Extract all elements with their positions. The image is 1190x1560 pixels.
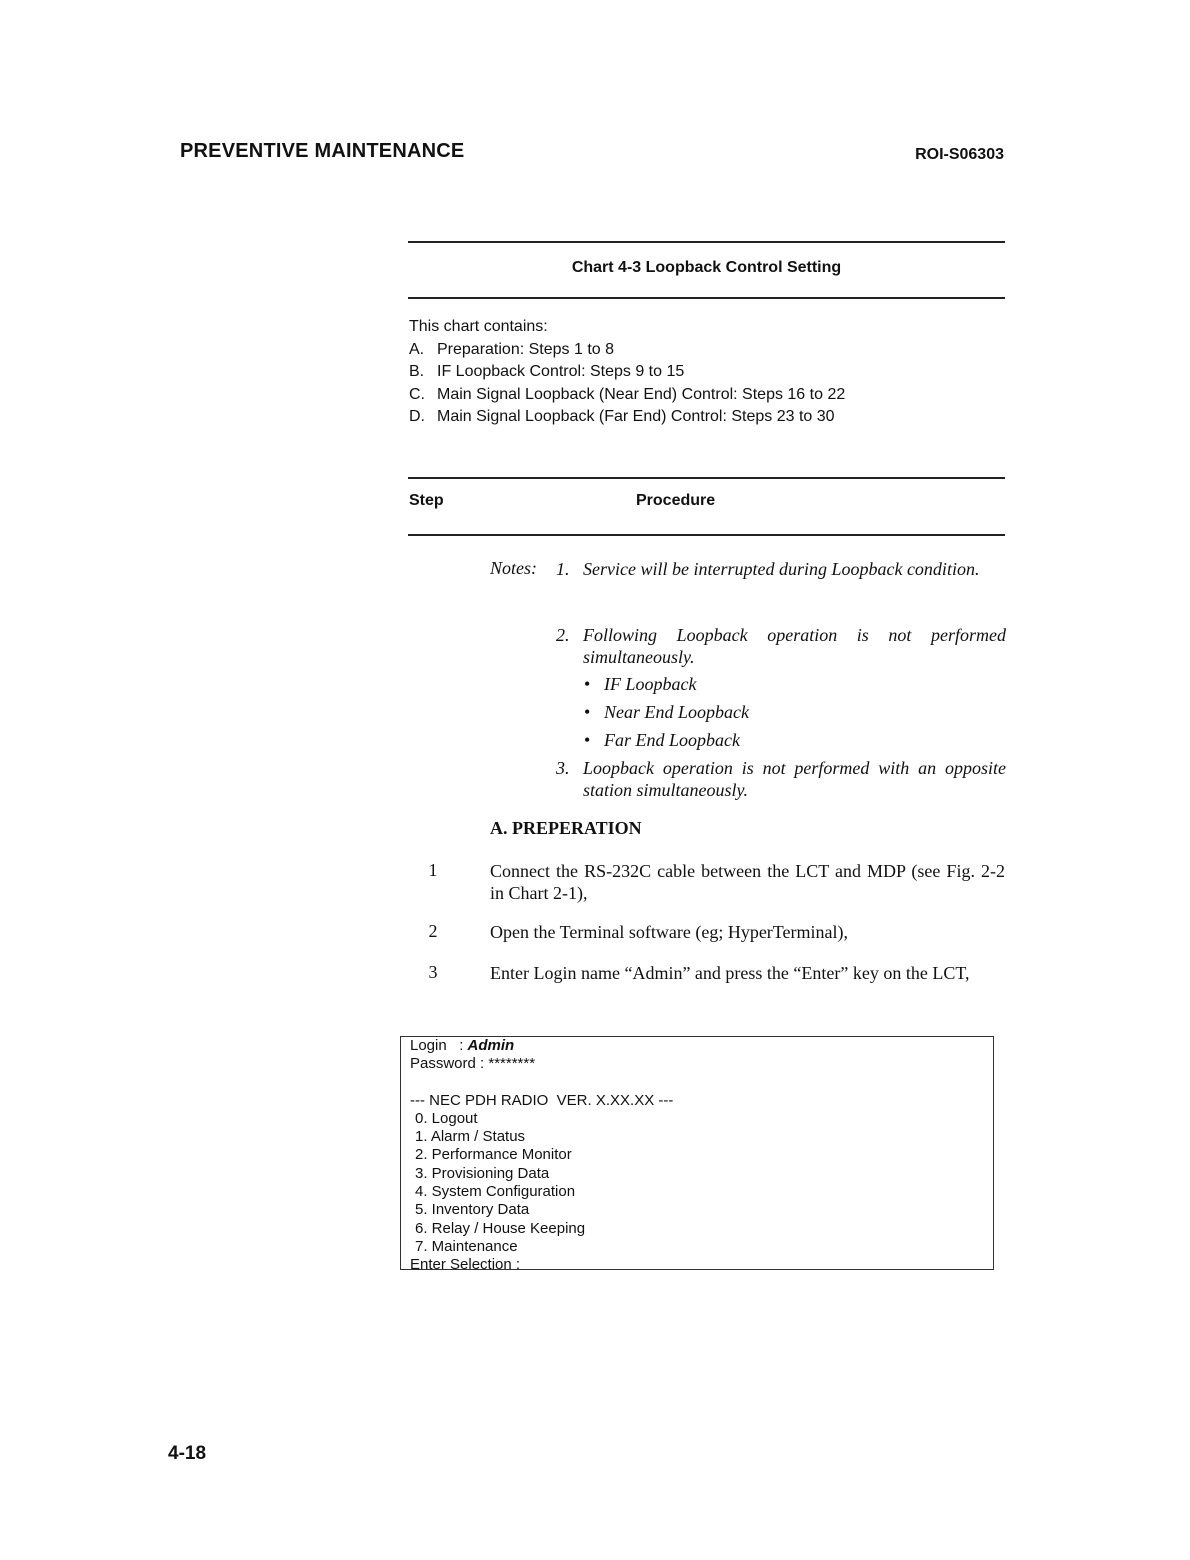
- menu-item: 3. Provisioning Data: [415, 1164, 550, 1182]
- note-bullet: [584, 673, 696, 695]
- bullet-text: IF Loopback: [604, 674, 697, 694]
- contents-item: [409, 361, 845, 384]
- table-rule-top: [408, 477, 1005, 479]
- contents-letter: D.: [409, 408, 425, 425]
- table-rule-bottom: [408, 534, 1005, 536]
- contents-text: Main Signal Loopback (Near End) Control: Steps 16 to 22: [437, 385, 846, 403]
- bullet-glyph: •: [584, 674, 591, 694]
- chart-contents: [409, 316, 845, 429]
- notes-label: Notes:: [490, 558, 537, 578]
- section-header: PREVENTIVE MAINTENANCE: [180, 140, 465, 162]
- menu-item: 7. Maintenance: [415, 1237, 518, 1255]
- menu-item: 0. Logout: [415, 1109, 478, 1127]
- menu-item: 4. System Configuration: [415, 1183, 576, 1201]
- note-text: Service will be interrupted during Loopback condition.: [583, 559, 980, 579]
- title-rule-top: [408, 241, 1005, 243]
- procedure-column-header: Procedure: [636, 492, 716, 509]
- menu-item: 1. Alarm / Status: [415, 1128, 526, 1146]
- contents-letter: C.: [409, 385, 425, 403]
- bullet-glyph: •: [584, 702, 591, 722]
- note-3: [556, 757, 1006, 801]
- contents-intro: This chart contains:: [409, 318, 548, 335]
- step-text: Enter Login name “Admin” and press the “Enter” key on the LCT,: [490, 963, 970, 983]
- note-number: 3.: [556, 758, 570, 778]
- login-value: Admin: [467, 1037, 515, 1054]
- menu-item: 2. Performance Monitor: [415, 1146, 572, 1164]
- step-text: Connect the RS-232C cable between the LCT and MDP (see Fig. 2-2 in Chart 2-1),: [490, 861, 1005, 903]
- contents-text: Main Signal Loopback (Far End) Control: Steps 23 to 30: [437, 408, 835, 425]
- menu-item: 5. Inventory Data: [415, 1201, 530, 1219]
- step-column-header: Step: [409, 492, 444, 509]
- blank-line: [410, 1074, 993, 1092]
- page-number: 4-18: [168, 1443, 207, 1464]
- contents-item: [409, 406, 845, 429]
- contents-text: Preparation: Steps 1 to 8: [437, 340, 614, 358]
- contents-text: IF Loopback Control: Steps 9 to 15: [437, 363, 685, 380]
- step-text: Open the Terminal software (eg; HyperTerminal),: [490, 922, 849, 942]
- terminal-screen: [400, 1036, 994, 1274]
- bullet-text: Near End Loopback: [604, 702, 749, 722]
- login-label: Login :: [410, 1037, 468, 1054]
- menu-item: 6. Relay / House Keeping: [415, 1219, 586, 1237]
- note-bullet: [584, 701, 749, 723]
- bullet-glyph: •: [584, 730, 591, 750]
- password-line: Password : ********: [410, 1055, 536, 1073]
- contents-letter: A.: [409, 340, 425, 358]
- section-heading: A. PREPERATION: [490, 818, 642, 838]
- chart-title: Chart 4-3 Loopback Control Setting: [571, 259, 842, 276]
- step-number: 3: [428, 962, 438, 982]
- note-1: [556, 558, 1006, 580]
- note-text: Following Loopback operation is not performed simultaneously.: [583, 625, 1006, 667]
- contents-letter: B.: [409, 363, 425, 380]
- note-bullet: [584, 729, 740, 751]
- bullet-text: Far End Loopback: [604, 730, 740, 750]
- terminal-banner: --- NEC PDH RADIO VER. X.XX.XX ---: [410, 1091, 674, 1109]
- step-number: 1: [428, 860, 438, 880]
- selection-prompt: Enter Selection :: [410, 1256, 521, 1274]
- step-number: 2: [428, 921, 438, 941]
- note-text: Loopback operation is not performed with an opposite station simultaneously.: [583, 758, 1006, 800]
- title-rule-bottom: [408, 297, 1005, 299]
- login-line: [410, 1037, 993, 1055]
- contents-item: [409, 339, 845, 362]
- note-number: 2.: [556, 625, 570, 645]
- note-2: [556, 624, 1006, 668]
- document-id: ROI-S06303: [915, 146, 1004, 163]
- contents-item: [409, 384, 845, 407]
- note-number: 1.: [556, 559, 570, 579]
